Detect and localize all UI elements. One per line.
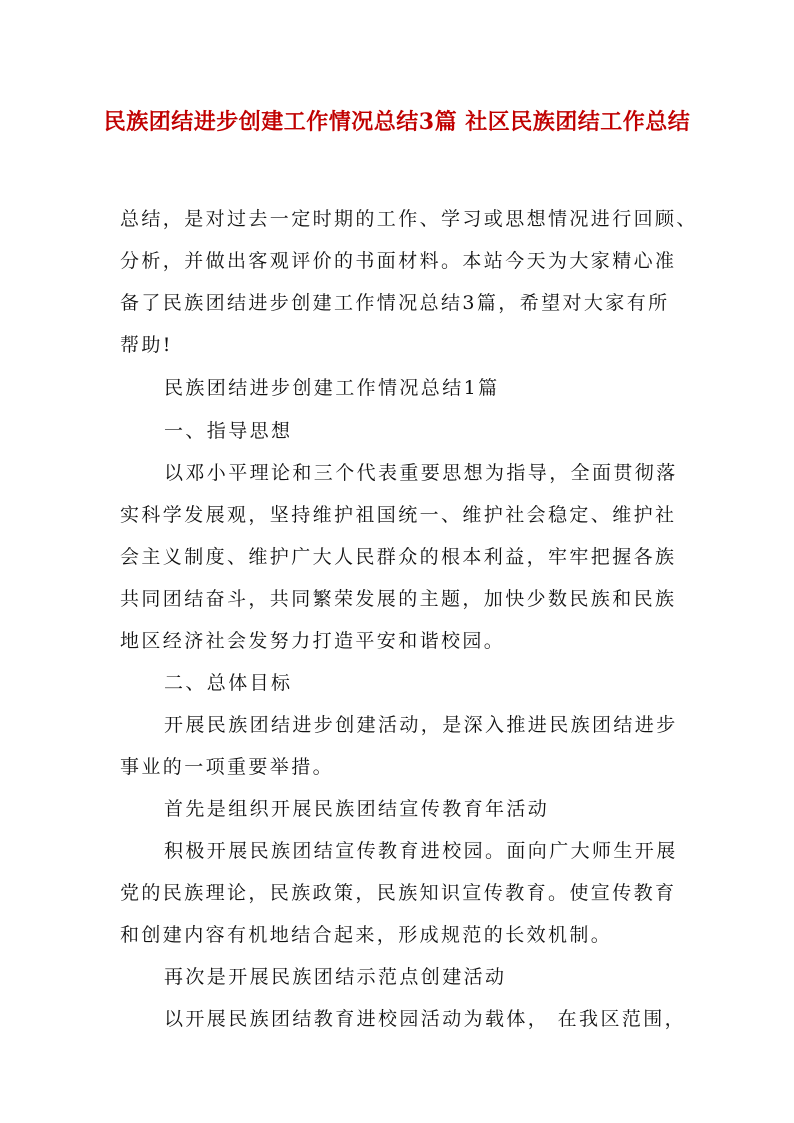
- body-line: 以邓小平理论和三个代表重要思想为指导，全面贯彻落: [164, 462, 678, 484]
- body-line: 事业的一项重要举措。: [120, 756, 335, 778]
- body-line: 开展民族团结进步创建活动，是深入推进民族团结进步: [164, 714, 678, 736]
- subheading-guiding-ideology: 一、指导思想: [164, 420, 293, 442]
- section-heading-1: 民族团结进步创建工作情况总结1篇: [164, 377, 500, 399]
- body-line: 分析，并做出客观评价的书面材料。本站今天为大家精心准: [120, 250, 677, 272]
- body-line: 积极开展民族团结宣传教育进校园。面向广大师生开展: [164, 840, 678, 862]
- body-line: 党的民族理论，民族政策，民族知识宣传教育。使宣传教育: [120, 882, 677, 904]
- body-line: 实科学发展观，坚持维护祖国统一、维护社会稳定、维护社: [120, 504, 677, 526]
- body-line: 共同团结奋斗，共同繁荣发展的主题，加快少数民族和民族: [120, 588, 677, 610]
- body-line: 会主义制度、维护广大人民群众的根本利益，牢牢把握各族: [120, 546, 677, 568]
- body-line: 以开展民族团结教育进校园活动为载体， 在我区范围，: [164, 1008, 687, 1030]
- document-title: 民族团结进步创建工作情况总结3篇 社区民族团结工作总结: [103, 109, 691, 135]
- body-line: 地区经济社会发努力打造平安和谐校园。: [120, 630, 506, 652]
- body-line: 和创建内容有机地结合起来，形成规范的长效机制。: [120, 924, 613, 946]
- body-line: 首先是组织开展民族团结宣传教育年活动: [164, 798, 550, 820]
- body-line: 再次是开展民族团结示范点创建活动: [164, 966, 507, 988]
- subheading-overall-goal: 二、总体目标: [164, 672, 293, 694]
- body-line: 备了民族团结进步创建工作情况总结3篇，希望对大家有所: [120, 292, 670, 314]
- body-line: 总结，是对过去一定时期的工作、学习或思想情况进行回顾、: [120, 208, 698, 230]
- body-line: 帮助!: [120, 334, 173, 356]
